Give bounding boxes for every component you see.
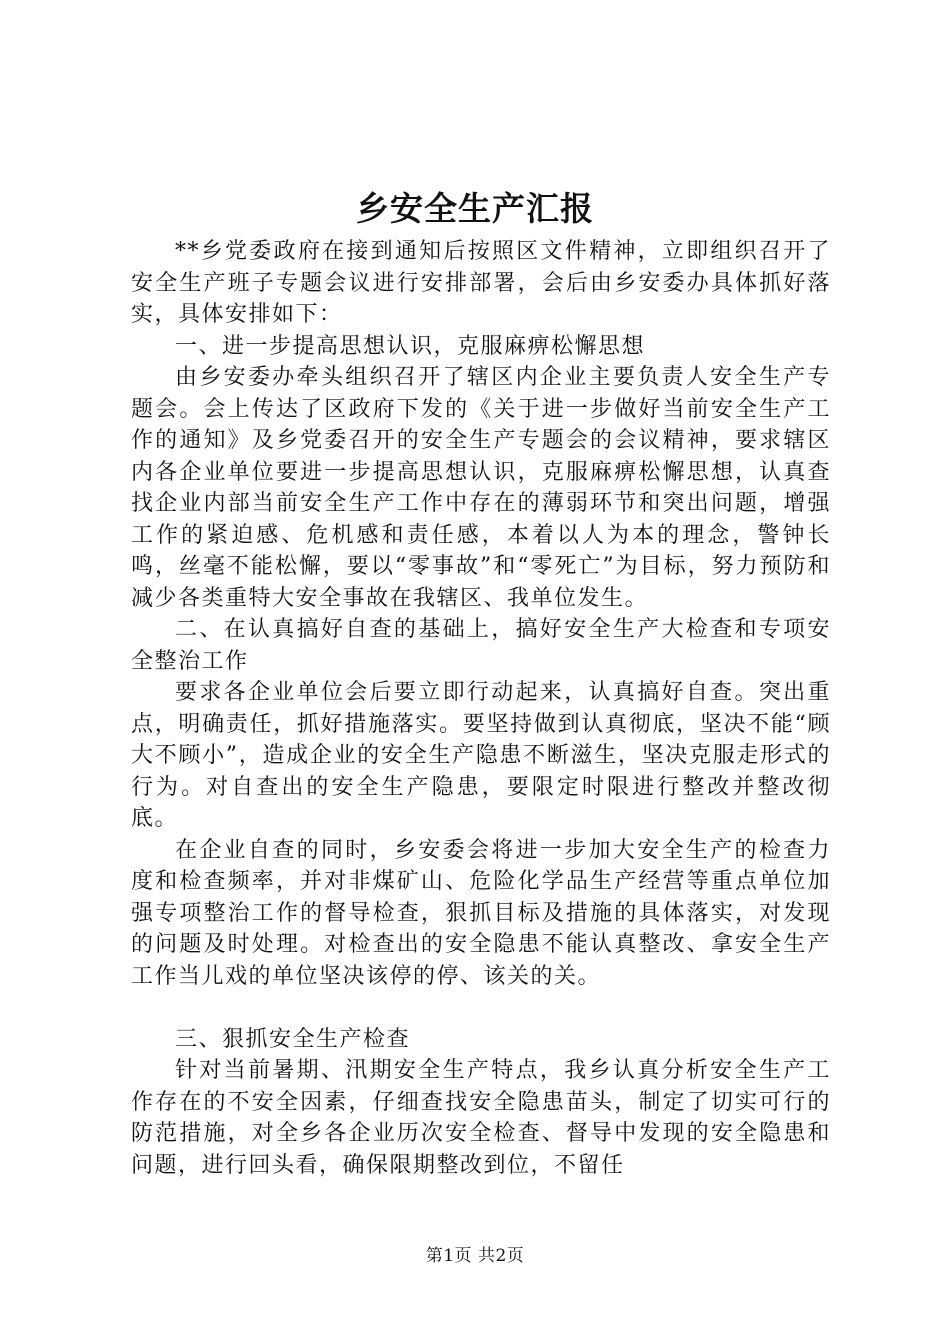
blank-line — [131, 992, 831, 1024]
paragraph-section-1: 由乡安委办牵头组织召开了辖区内企业主要负责人安全生产专题会。会上传达了区政府下发的《关于进一步做好当前安全生产工作的通知》及乡党委召开的安全生产专题会的会议精神，要求辖区内各企业单位要进一步提高思想认识，克服麻痹松懈思想，认真查找企业内部当前安全生产工作中存在的薄弱环节和突出问题，增强工作的紧迫感、危机感和责任感，本着以人为本的理念，警钟长鸣，丝毫不能松懈，要以“零事故”和“零死亡”为目标，努力预防和减少各类重特大安全事故在我辖区、我单位发生。 — [131, 365, 831, 611]
section-heading-1: 一、进一步提高思想认识，克服麻痹松懈思想 — [175, 333, 646, 359]
document-body — [131, 236, 831, 1181]
document-title: 乡安全生产汇报 — [356, 189, 594, 228]
paragraph-section-2b: 在企业自查的同时，乡安委会将进一步加大安全生产的检查力度和检查频率，并对非煤矿山、危险化学品生产经营等重点单位加强专项整治工作的督导检查，狠抓目标及措施的具体落实，对发现的问题及时处理。对检查出的安全隐患不能认真整改、拿安全生产工作当儿戏的单位坚决该停的停、该关的关。 — [131, 837, 831, 989]
paragraph-intro: **乡党委政府在接到通知后按照区文件精神，立即组织召开了安全生产班子专题会议进行安排部署，会后由乡安委办具体抓好落实，具体安排如下： — [131, 239, 831, 327]
page-footer: 第1页 共2页 — [425, 1246, 525, 1266]
section-heading-2: 二、在认真搞好自查的基础上，搞好安全生产大检查和专项安全整治工作 — [131, 617, 831, 674]
section-heading-3: 三、狠抓安全生产检查 — [175, 1026, 411, 1052]
paragraph-section-2a: 要求各企业单位会后要立即行动起来，认真搞好自查。突出重点，明确责任，抓好措施落实。要坚持做到认真彻底，坚决不能“顾大不顾小”，造成企业的安全生产隐患不断滋生，坚决克服走形式的行为。对自查出的安全生产隐患，要限定时限进行整改并整改彻底。 — [131, 680, 831, 831]
paragraph-section-3: 针对当前暑期、汛期安全生产特点，我乡认真分析安全生产工作存在的不安全因素，仔细查找安全隐患苗头，制定了切实可行的防范措施，对全乡各企业历次安全检查、督导中发现的安全隐患和问题，进行回头看，确保限期整改到位，不留任 — [131, 1058, 831, 1178]
